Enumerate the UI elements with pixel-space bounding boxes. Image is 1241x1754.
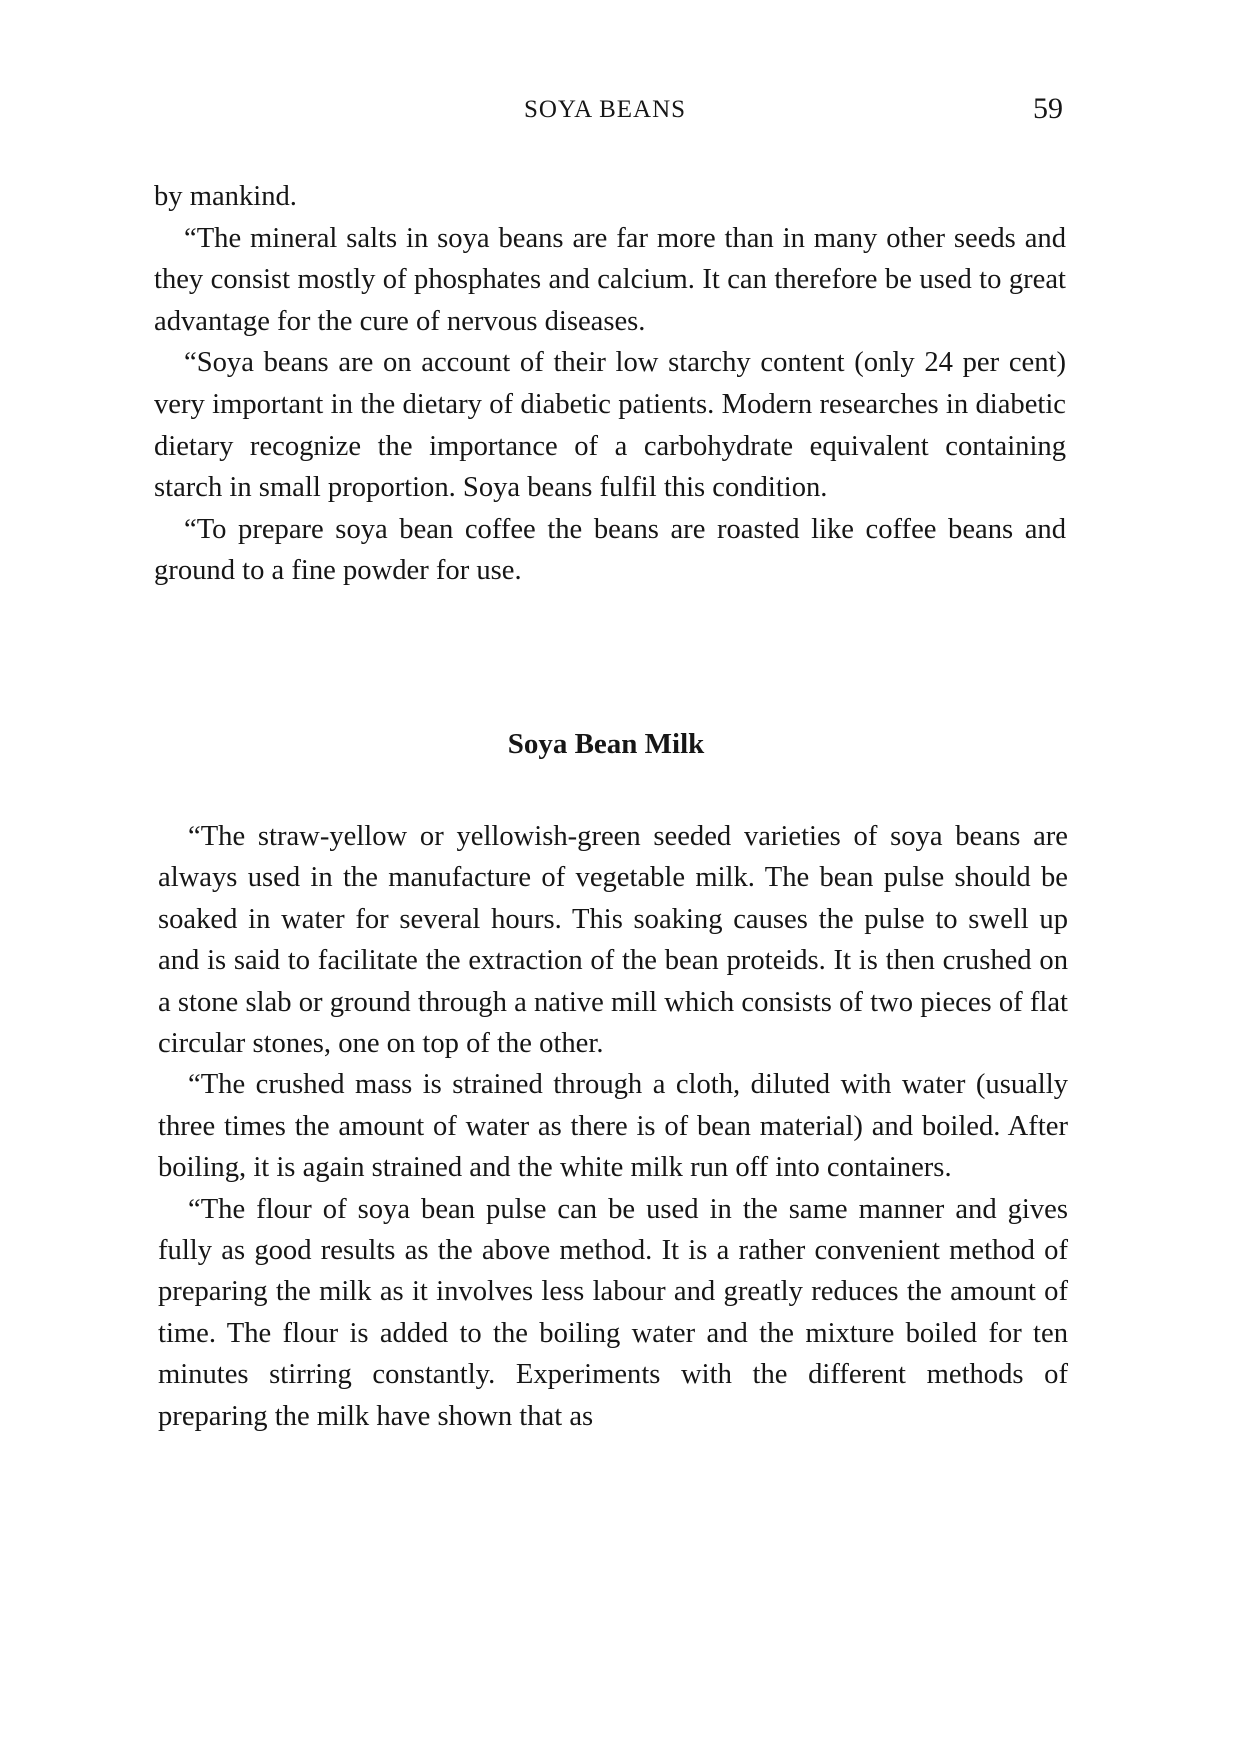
paragraph: “The flour of soya bean pulse can be used in the same manner and gives fully as good results as the above method. It is a rather convenient method of preparing the milk as it involves less labour and greatly reduces the amount of time. The flour is added to the boiling water and the mixture boiled for ten minutes stirring constantly. Experiments with the different methods of preparing the milk have shown that as [158,1193,1068,1432]
running-title: SOYA BEANS [523,96,687,123]
running-header [150,92,1063,136]
section-1-text [154,176,1066,592]
page-number: 59 [1033,92,1063,125]
paragraph: “The crushed mass is strained through a cloth, diluted with water (usually three times the amount of water as there is of bean material) and boiled. After boiling, it is again strained and the white milk run off into containers. [158,1069,1068,1184]
paragraph: “Soya beans are on account of their low starchy content (only 24 per cent) very important in the dietary of diabetic patients. Modern researches in diabetic dietary recognize the importance of a carbohydrate equivalent containing starch in small proportion. Soya beans fulfil this condition. [154,347,1066,504]
section-2-text [158,816,1068,1437]
paragraph: by mankind. [154,181,297,212]
paragraph: “The straw-yellow or yellowish-green seeded varieties of soya beans are always used in the manufacture of vegetable milk. The bean pulse should be soaked in water for several hours. This soaking causes the pulse to swell up and is said to facilitate the extraction of the bean proteids. It is then crushed on a stone slab or ground through a native mill which consists of two pieces of flat circular stones, one on top of the other. [158,821,1068,1060]
section-heading: Soya Bean Milk [507,728,705,760]
paragraph: “To prepare soya bean coffee the beans are roasted like coffee beans and ground to a fine powder for use. [154,513,1066,587]
paragraph: “The mineral salts in soya beans are far more than in many other seeds and they consist mostly of phosphates and calcium. It can therefore be used to great advantage for the cure of nervous diseases. [154,222,1066,337]
